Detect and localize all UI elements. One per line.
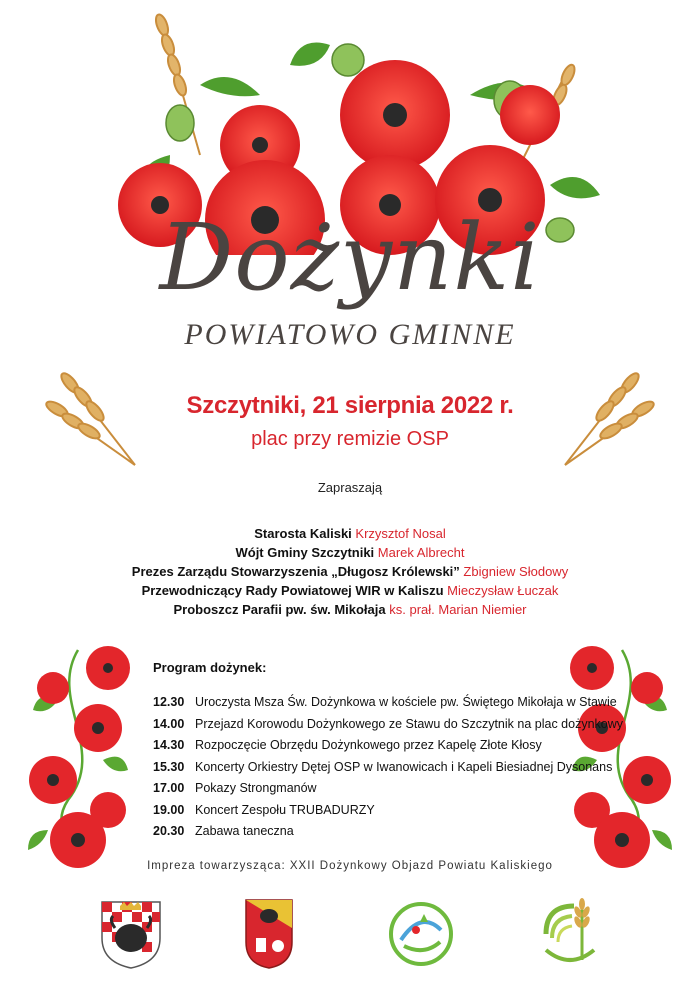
wheat-right-icon: [555, 365, 655, 475]
host-line: Przewodniczący Rady Powiatowej WIR w Kaliszu Mieczysław Łuczak: [141, 583, 559, 598]
program-row: 20.30 Zabawa taneczna: [153, 824, 294, 838]
host-line: Starosta Kaliski Krzysztof Nosal: [254, 526, 446, 541]
program-row: 14.00 Przejazd Korowodu Dożynkowego ze Stawu do Szczytnik na plac dożynkowy: [153, 716, 623, 731]
wheat-left-icon: [45, 365, 145, 475]
program-title: Program dożynek:: [153, 660, 267, 675]
hosts-list: [0, 524, 700, 619]
program-row: 15.30 Koncerty Orkiestry Dętej OSP w Iwanowicach i Kapeli Biesiadnej Dysonans: [153, 759, 613, 774]
gmina-szczytniki-crest-icon: [244, 898, 294, 970]
poppy-garland-right-icon: [562, 640, 682, 870]
host-line: Prezes Zarządu Stowarzyszenia „Długosz Królewski” Zbigniew Słodowy: [131, 564, 569, 579]
venue: plac przy remizie OSP: [251, 428, 449, 450]
host-line: Proboszcz Parafii pw. św. Mikołaja ks. prał. Marian Niemier: [173, 602, 527, 617]
event-title: Dożynki: [159, 204, 541, 311]
place-date: Szczytniki, 21 sierpnia 2022 r.: [186, 392, 514, 419]
program-row: 12.30 Uroczysta Msza Św. Dożynkowa w kościele pw. Świętego Mikołaja w Stawie: [153, 695, 617, 709]
event-subtitle: POWIATOWO GMINNE: [184, 318, 516, 351]
program-list: [153, 692, 623, 843]
program-row: 17.00 Pokazy Strongmanów: [153, 781, 317, 795]
program-row: 14.30 Rozpoczęcie Obrzędu Dożynkowego przez Kapelę Złote Kłosy: [153, 738, 542, 752]
side-event-note: Impreza towarzysząca: XXII Dożynkowy Objazd Powiatu Kaliskiego: [147, 860, 553, 872]
poppy-garland-left-icon: [18, 640, 138, 870]
powiat-kaliski-crest-icon: [100, 898, 162, 970]
program-row: 19.00 Koncert Zespołu TRUBADURZY: [153, 802, 375, 817]
wir-logo-icon: [538, 894, 600, 970]
dlugosz-krolewski-logo-icon: [386, 900, 456, 968]
invite-label: Zapraszają: [317, 480, 383, 495]
host-line: Wójt Gminy Szczytniki Marek Albrecht: [235, 545, 465, 560]
